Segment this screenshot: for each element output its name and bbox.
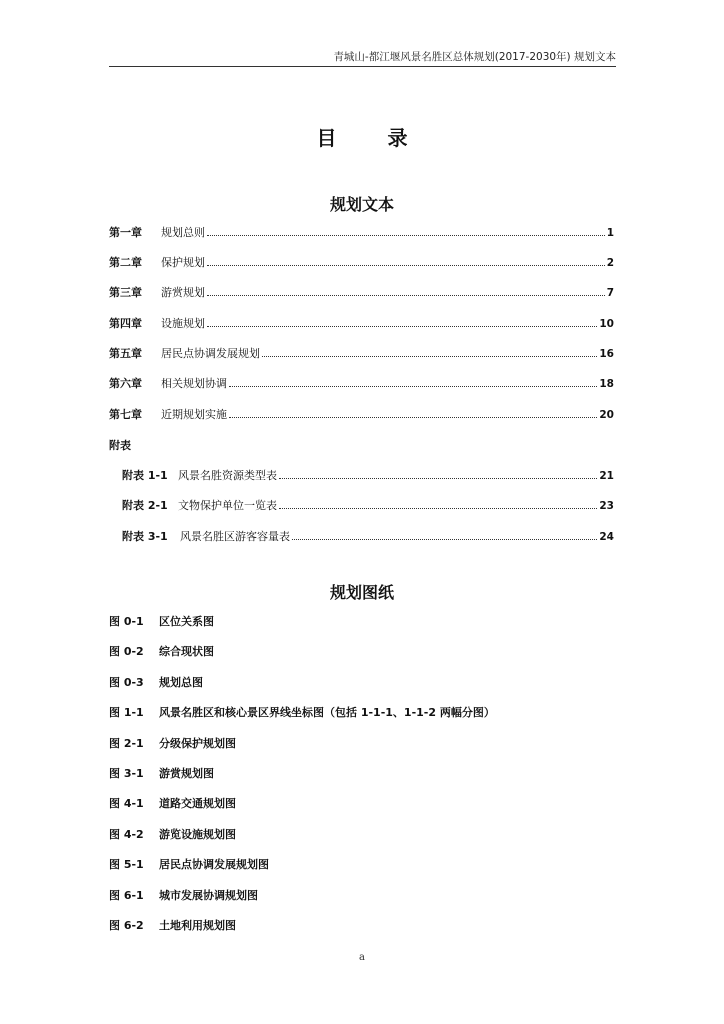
toc-entry-page: 21 — [599, 470, 614, 482]
figure-number: 图 4-2 — [109, 828, 144, 841]
toc-entry-label: 相关规划协调 — [161, 377, 227, 390]
toc-entry-label: 居民点协调发展规划 — [161, 347, 260, 360]
toc-entry-label: 规划总则 — [161, 226, 205, 239]
leader-dots — [229, 386, 597, 387]
figure-number: 图 5-1 — [109, 858, 144, 871]
toc-entry-label: 设施规划 — [161, 317, 205, 330]
toc-entry-number: 第五章 — [109, 347, 142, 360]
toc-entry-page: 10 — [599, 318, 614, 330]
figure-entry[interactable] — [109, 887, 258, 903]
figure-number: 图 1-1 — [109, 706, 144, 719]
figure-number: 图 3-1 — [109, 767, 144, 780]
figure-entry[interactable] — [109, 735, 236, 751]
leader-dots — [207, 235, 605, 236]
toc-entry-label: 风景名胜区游客容量表 — [180, 530, 290, 543]
toc-entry-appendix-1[interactable] — [122, 467, 614, 483]
toc-entry-page: 23 — [599, 500, 614, 512]
toc-entry-chapter-5[interactable] — [109, 345, 614, 361]
page-number: a — [359, 952, 365, 963]
toc-entry-label: 保护规划 — [161, 256, 205, 269]
leader-dots — [279, 478, 597, 479]
toc-entry-page: 7 — [606, 287, 614, 299]
figure-label: 分级保护规划图 — [159, 737, 236, 750]
figure-number: 图 0-3 — [109, 676, 144, 689]
figure-label: 道路交通规划图 — [159, 797, 236, 810]
figure-entry[interactable] — [109, 674, 203, 690]
toc-entry-label: 风景名胜资源类型表 — [178, 469, 277, 482]
toc-entry-label: 文物保护单位一览表 — [178, 499, 277, 512]
toc-entry-chapter-4[interactable] — [109, 315, 614, 331]
figure-label: 游览设施规划图 — [159, 828, 236, 841]
toc-entry-number: 第三章 — [109, 286, 142, 299]
figure-entry[interactable] — [109, 613, 214, 629]
toc-entry-page: 1 — [606, 227, 614, 239]
toc-entry-number: 第二章 — [109, 256, 142, 269]
figure-label: 区位关系图 — [159, 615, 214, 628]
toc-entry-number: 第七章 — [109, 408, 142, 421]
figure-number: 图 4-1 — [109, 797, 144, 810]
leader-dots — [229, 417, 597, 418]
leader-dots — [262, 356, 597, 357]
toc-entry-number: 第六章 — [109, 377, 142, 390]
running-header: 青城山-都江堰风景名胜区总体规划(2017-2030年) 规划文本 — [109, 49, 616, 67]
leader-dots — [207, 265, 605, 266]
figure-entry[interactable] — [109, 826, 236, 842]
figure-entry[interactable] — [109, 643, 214, 659]
figure-number: 图 2-1 — [109, 737, 144, 750]
figure-number: 图 0-2 — [109, 645, 144, 658]
toc-entry-chapter-1[interactable] — [109, 224, 614, 240]
toc-entry-number: 附表 1-1 — [122, 469, 168, 482]
figure-entry[interactable] — [109, 856, 269, 872]
figure-label: 居民点协调发展规划图 — [159, 858, 269, 871]
figure-number: 图 6-2 — [109, 919, 144, 932]
leader-dots — [207, 295, 605, 296]
toc-entry-appendix-2[interactable] — [122, 497, 614, 513]
section-heading-text: 规划文本 — [329, 195, 394, 214]
toc-entry-page: 16 — [599, 348, 614, 360]
toc-entry-chapter-7[interactable] — [109, 406, 614, 422]
figure-label: 游赏规划图 — [159, 767, 214, 780]
figure-entry[interactable] — [109, 765, 214, 781]
toc-entry-number: 附表 2-1 — [122, 499, 168, 512]
toc-entry-page: 18 — [599, 378, 614, 390]
figure-number: 图 6-1 — [109, 889, 144, 902]
figure-label: 综合现状图 — [159, 645, 214, 658]
appendix-heading: 附表 — [109, 439, 131, 452]
leader-dots — [207, 326, 597, 327]
figure-entry[interactable] — [109, 917, 236, 933]
toc-entry-page: 24 — [599, 531, 614, 543]
toc-entry-chapter-3[interactable] — [109, 284, 614, 300]
figure-label: 土地利用规划图 — [159, 919, 236, 932]
figure-entry[interactable] — [109, 704, 495, 720]
toc-entry-label: 近期规划实施 — [161, 408, 227, 421]
figure-label: 风景名胜区和核心景区界线坐标图（包括 1-1-1、1-1-2 两幅分图） — [159, 706, 495, 719]
toc-entry-chapter-2[interactable] — [109, 254, 614, 270]
section-heading-drawings: 规划图纸 — [329, 583, 394, 602]
toc-entry-appendix-3[interactable] — [122, 528, 614, 544]
toc-entry-page: 2 — [606, 257, 614, 269]
figure-label: 规划总图 — [159, 676, 203, 689]
figure-number: 图 0-1 — [109, 615, 144, 628]
page-title: 目 录 — [316, 126, 430, 150]
toc-entry-number: 第一章 — [109, 226, 142, 239]
leader-dots — [279, 508, 597, 509]
toc-entry-label: 游赏规划 — [161, 286, 205, 299]
toc-entry-number: 第四章 — [109, 317, 142, 330]
leader-dots — [292, 539, 597, 540]
figure-entry[interactable] — [109, 795, 236, 811]
figure-label: 城市发展协调规划图 — [159, 889, 258, 902]
toc-entry-page: 20 — [599, 409, 614, 421]
toc-entry-chapter-6[interactable] — [109, 375, 614, 391]
toc-entry-number: 附表 3-1 — [122, 530, 168, 543]
